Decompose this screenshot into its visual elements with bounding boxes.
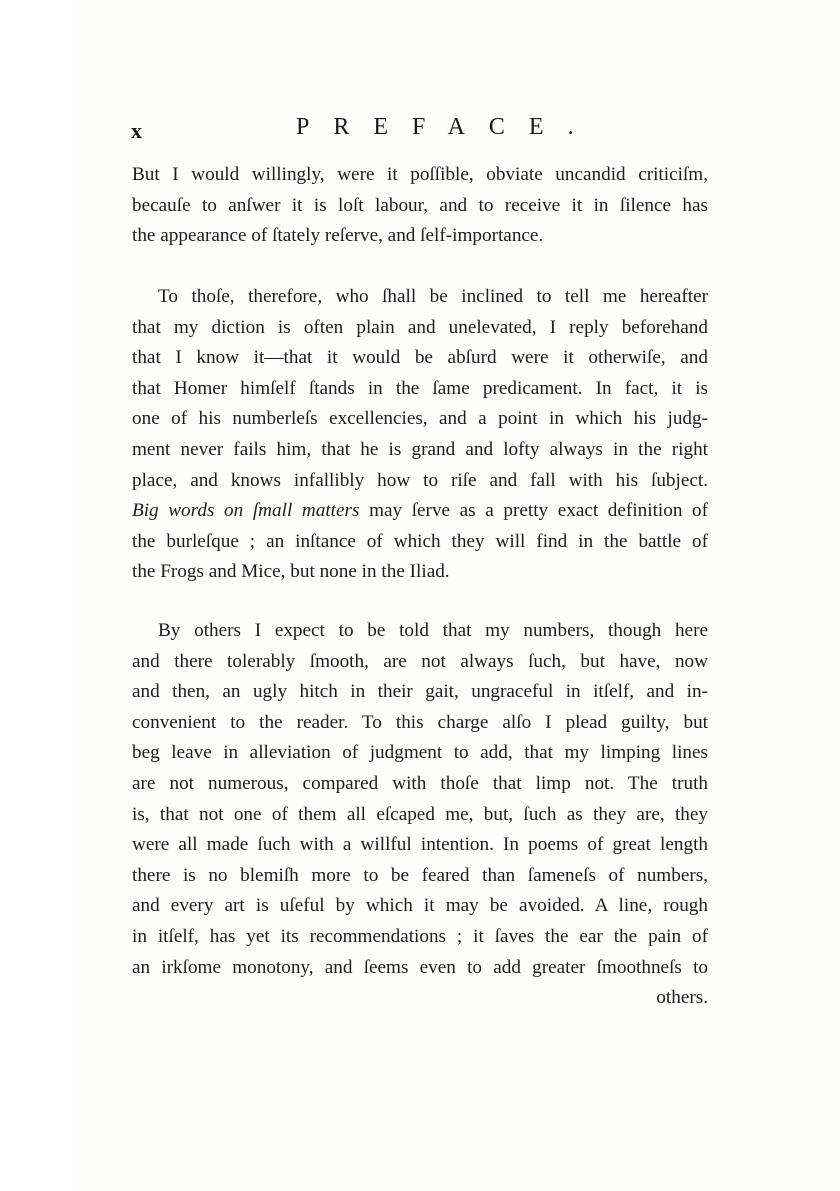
text-line: that my diction is often plain and unelevated, I reply beforehand — [132, 316, 708, 338]
text-line-italic — [132, 496, 708, 527]
text-line: and there tolerably ſmooth, are not always ſuch, but have, now — [132, 650, 708, 672]
text-line: an irkſome monotony, and ſeems even to add greater ſmoothneſs to — [132, 956, 708, 978]
text-line: the burleſque ; an inſtance of which they will find in the battle of — [132, 530, 708, 552]
running-head: PREFACE. — [296, 114, 598, 140]
text-line: in itſelf, has yet its recommendations ; it ſaves the ear the pain of — [132, 925, 708, 947]
text-line: the appearance of ſtately reſerve, and ſelf-importance. — [132, 225, 544, 247]
text-line: that I know it—that it would be abſurd were it otherwiſe, and — [132, 347, 708, 369]
text-line: By others I expect to be told that my numbers, though here — [158, 620, 708, 641]
text-line: But I would willingly, were it poſſible, obviate uncandid criticiſm, — [132, 164, 708, 185]
text-line: convenient to the reader. To this charge alſo I plead guilty, but — [132, 711, 708, 733]
paragraph-1 — [132, 160, 708, 252]
italic-phrase: Big words on ſmall matters — [132, 500, 360, 522]
text-line: place, and knows infallibly how to riſe and fall with his ſubject. — [132, 469, 708, 491]
paragraph-2 — [132, 282, 708, 588]
text-line: ment never fails him, that he is grand and lofty always in the right — [132, 438, 708, 460]
text-line: the Frogs and Mice, but none in the Iliad. — [132, 561, 450, 583]
text-line: becauſe to anſwer it is loſt labour, and to receive it in ſilence has — [132, 194, 708, 216]
text-line: and every art is uſeful by which it may be avoided. A line, rough — [132, 895, 708, 917]
text-line: there is no blemiſh more to be feared than ſameneſs of numbers, — [132, 864, 708, 886]
text-line: To thoſe, therefore, who ſhall be inclined to tell me hereafter — [158, 286, 708, 307]
text-line: beg leave in alleviation of judgment to add, that my limping lines — [132, 742, 708, 764]
text-line: were all made ſuch with a willful intention. In poems of great length — [132, 834, 708, 856]
paragraph-3 — [132, 616, 708, 983]
catchword: others. — [656, 987, 708, 1008]
text-line: and then, an ugly hitch in their gait, ungraceful in itſelf, and in- — [132, 681, 708, 703]
page-margin — [0, 0, 68, 1191]
text-line: one of his numberleſs excellencies, and a point in which his judg- — [132, 408, 708, 430]
text-fragment: may ſerve as a pretty exact definition of — [359, 500, 709, 522]
text-line: that Homer himſelf ſtands in the ſame predicament. In fact, it is — [132, 377, 708, 399]
text-line: is, that not one of them all eſcaped me, but, ſuch as they are, they — [132, 803, 708, 825]
text-line: are not numerous, compared with thoſe that limp not. The truth — [132, 772, 708, 794]
page-number: x — [131, 118, 142, 143]
